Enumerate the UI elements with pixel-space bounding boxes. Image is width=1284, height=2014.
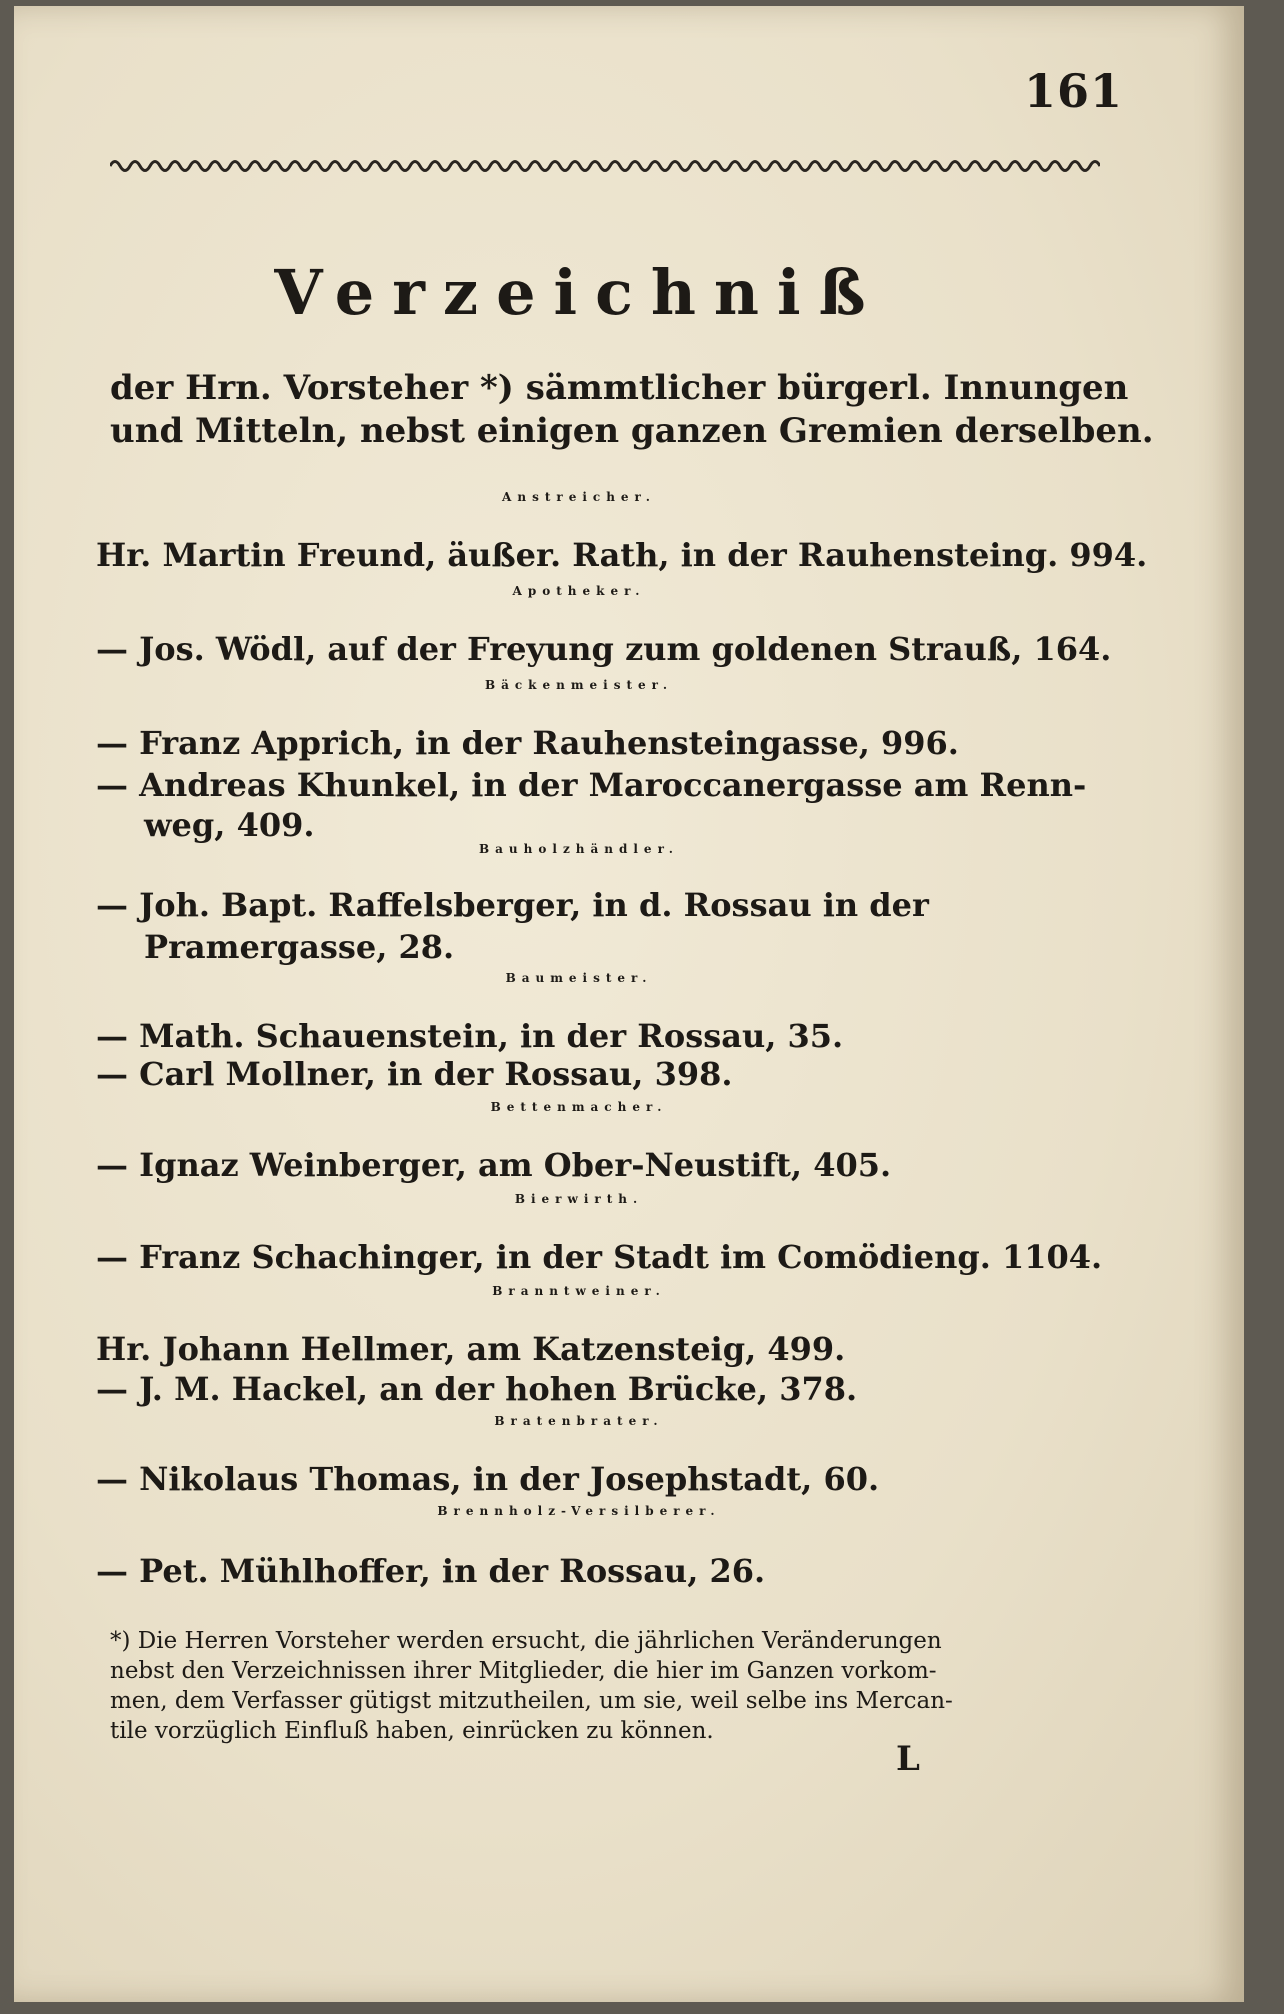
section-heading: Bettenmacher. — [490, 1100, 668, 1114]
footnote-line: nebst den Verzeichnissen ihrer Mitglieder, die hier im Ganzen vorkom- — [110, 1658, 937, 1684]
section-heading: Branntweiner. — [492, 1284, 666, 1298]
section-heading: Baumeister. — [505, 971, 653, 985]
entry: Hr. Johann Hellmer, am Katzensteig, 499. — [96, 1330, 846, 1368]
entry: — Nikolaus Thomas, in der Josephstadt, 60. — [96, 1460, 880, 1498]
entry: — Joh. Bapt. Raffelsberger, in d. Rossau in der — [96, 886, 929, 924]
section-heading: Apotheker. — [512, 584, 646, 598]
section-heading: Brennholz-Versilberer. — [437, 1504, 721, 1518]
section-heading: Bierwirth. — [514, 1192, 644, 1206]
entry: — Andreas Khunkel, in der Maroccanergasse am Renn- — [96, 766, 1087, 804]
document-title: Verzeichniß — [274, 256, 884, 329]
entry: — Jos. Wödl, auf der Freyung zum goldenen Strauß, 164. — [96, 630, 1112, 668]
entry: — Franz Schachinger, in der Stadt im Comödieng. 1104. — [96, 1238, 1103, 1276]
entry: — Carl Mollner, in der Rossau, 398. — [96, 1055, 733, 1093]
page-number: 161 — [1024, 64, 1124, 118]
entry: — Pet. Mühlhoffer, in der Rossau, 26. — [96, 1552, 766, 1590]
section-heading: Bratenbrater. — [494, 1414, 664, 1428]
section-heading: Bauholzhändler. — [479, 842, 679, 856]
subtitle-line: der Hrn. Vorsteher *) sämmtlicher bürgerl. Innungen — [110, 368, 1129, 408]
footnote-line: men, dem Verfasser gütigst mitzutheilen, um sie, weil selbe ins Mercan- — [110, 1688, 953, 1714]
entry-continuation: Pramergasse, 28. — [144, 928, 455, 966]
section-heading: Bäckenmeister. — [484, 678, 674, 692]
entry: Hr. Martin Freund, äußer. Rath, in der Rauhensteing. 994. — [96, 536, 1148, 574]
subtitle-line: und Mitteln, nebst einigen ganzen Gremien derselben. — [110, 411, 1154, 451]
entry: — Franz Apprich, in der Rauhensteingasse, 996. — [96, 724, 959, 762]
page — [14, 6, 1244, 2002]
section-heading: Anstreicher. — [502, 490, 656, 504]
entry: — Math. Schauenstein, in der Rossau, 35. — [96, 1017, 844, 1055]
footnote-line: *) Die Herren Vorsteher werden ersucht, die jährlichen Veränderungen — [110, 1628, 942, 1654]
entry: — J. M. Hackel, an der hohen Brücke, 378. — [96, 1370, 858, 1408]
footnote-line: tile vorzüglich Einfluß haben, einrücken zu können. — [110, 1718, 714, 1744]
entry-continuation: weg, 409. — [144, 806, 315, 844]
entry: — Ignaz Weinberger, am Ober-Neustift, 405. — [96, 1146, 892, 1184]
signature-mark: L — [896, 1739, 920, 1779]
directory-list — [14, 6, 1244, 1606]
